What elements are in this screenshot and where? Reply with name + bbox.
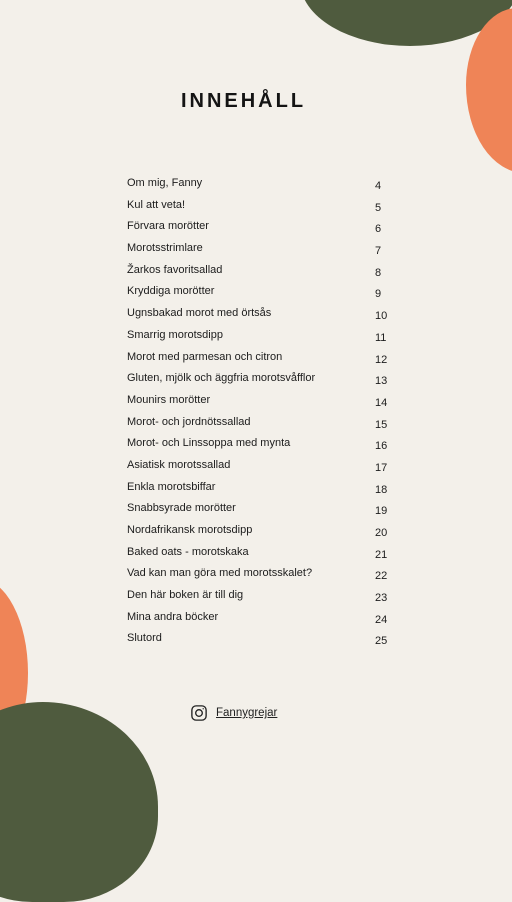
toc-entry[interactable] [127,458,389,480]
toc-entry[interactable] [127,284,389,306]
toc-entry-page-number: 24 [375,613,388,626]
toc-entry-label: Žarkos favoritsallad [127,263,223,276]
toc-entry-label: Vad kan man göra med morotsskalet? [127,567,313,580]
toc-entry-label: Om mig, Fanny [127,177,203,189]
toc-entry-label: Asiatisk morotssallad [127,458,231,471]
toc-entry-label: Morot- och jordnötssallad [127,415,251,428]
toc-entry-page-number: 25 [375,635,388,648]
page-title: INNEHÅLL [180,90,307,112]
toc-entry[interactable] [127,219,389,241]
toc-entry[interactable] [127,306,389,328]
toc-entry-page-number: 7 [375,245,382,258]
toc-entry[interactable] [127,523,389,545]
toc-entry[interactable] [127,393,389,415]
toc-entry[interactable] [127,480,389,502]
toc-entry-label: Baked oats - morotskaka [127,545,249,558]
toc-entry-label: Kryddiga morötter [127,285,215,298]
toc-entry-label: Smarrig morotsdipp [127,328,223,341]
toc-entry-page-number: 20 [375,527,388,539]
instagram-icon [190,704,208,722]
toc-entry-label: Mina andra böcker [127,610,219,623]
decorative-green-blob-bottom [0,702,158,902]
toc-entry-page-number: 22 [375,570,388,583]
toc-entry[interactable] [127,328,389,350]
toc-entry[interactable] [127,501,389,523]
toc-entry-page-number: 23 [375,592,388,605]
toc-entry[interactable] [127,176,389,198]
toc-entry-label: Morotsstrimlare [127,242,203,255]
toc-entry[interactable] [127,610,389,632]
toc-entry-page-number: 17 [375,461,388,474]
toc-entry-page-number: 11 [375,331,387,344]
toc-entry[interactable] [127,350,389,372]
toc-entry[interactable] [127,263,389,285]
toc-entry-label: Förvara morötter [127,220,209,233]
table-of-contents [127,176,389,653]
toc-entry[interactable] [127,566,389,588]
toc-entry-page-number: 6 [375,223,382,236]
toc-entry[interactable] [127,631,389,653]
toc-entry-label: Morot- och Linssoppa med mynta [127,437,291,450]
toc-entry[interactable] [127,198,389,220]
toc-entry-page-number: 4 [375,180,382,192]
instagram-handle[interactable]: Fannygrejar [216,707,278,719]
toc-entry-label: Nordafrikansk morotsdipp [127,524,253,536]
toc-entry-page-number: 12 [375,353,388,366]
toc-entry-label: Morot med parmesan och citron [127,350,283,363]
toc-entry-page-number: 16 [375,440,388,453]
toc-entry-label: Snabbsyrade morötter [127,502,236,515]
toc-entry-page-number: 14 [375,396,388,409]
toc-entry-page-number: 19 [375,505,388,518]
toc-entry-label: Enkla morotsbiffar [127,480,216,493]
toc-entry-page-number: 8 [375,266,382,279]
toc-entry-label: Gluten, mjölk och äggfria morotsvåfflor [127,372,316,385]
toc-entry-label: Kul att veta! [127,198,186,211]
toc-entry-page-number: 9 [375,288,382,301]
toc-entry[interactable] [127,588,389,610]
toc-entry[interactable] [127,415,389,437]
toc-entry-page-number: 21 [375,548,388,561]
toc-entry-label: Slutord [127,632,162,645]
toc-entry-label: Mounirs morötter [127,393,211,406]
toc-entry[interactable] [127,545,389,567]
toc-entry-page-number: 5 [375,201,382,214]
toc-entry-page-number: 13 [375,375,388,388]
toc-entry-page-number: 15 [375,418,388,431]
toc-entry-page-number: 18 [375,483,388,496]
toc-entry[interactable] [127,371,389,393]
instagram-link[interactable] [190,704,277,722]
toc-entry-page-number: 10 [375,310,388,323]
toc-entry-label: Ugnsbakad morot med örtsås [127,307,272,320]
toc-entry[interactable] [127,241,389,263]
toc-entry-label: Den här boken är till dig [127,589,244,602]
toc-entry[interactable] [127,436,389,458]
